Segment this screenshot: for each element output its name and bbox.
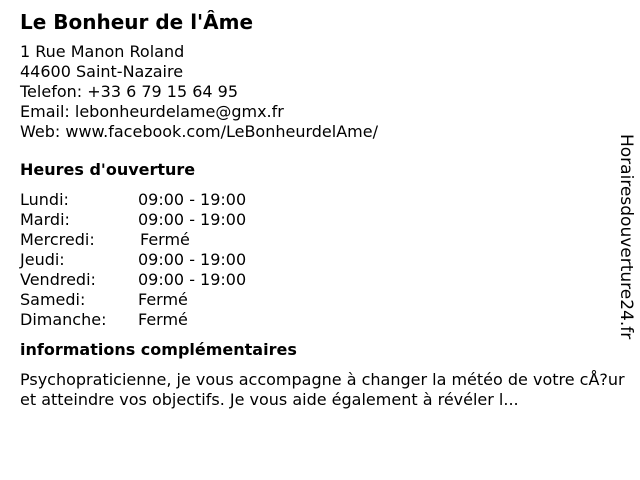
day-hours: 09:00 - 19:00 (138, 250, 247, 269)
hours-row-mardi (20, 210, 620, 230)
day-hours: Fermé (140, 230, 190, 249)
hours-row-lundi (20, 190, 620, 210)
opening-hours-list (20, 190, 620, 330)
address-street: 1 Rue Manon Roland (20, 42, 185, 61)
additional-info-heading: informations complémentaires (20, 340, 297, 359)
day-label: Jeudi: (20, 250, 65, 269)
hours-row-mercredi (20, 230, 620, 250)
hours-row-vendredi (20, 270, 620, 290)
day-hours: Fermé (138, 290, 188, 309)
day-label: Mercredi: (20, 230, 95, 249)
hours-row-jeudi (20, 250, 620, 270)
day-hours: 09:00 - 19:00 (138, 210, 247, 229)
day-label: Dimanche: (20, 310, 107, 329)
email-address[interactable]: Email: lebonheurdelame@gmx.fr (20, 102, 284, 121)
day-hours: 09:00 - 19:00 (138, 190, 247, 209)
site-watermark (608, 134, 640, 344)
hours-row-samedi (20, 290, 620, 310)
day-label: Samedi: (20, 290, 86, 309)
opening-hours-heading: Heures d'ouverture (20, 160, 196, 179)
day-label: Mardi: (20, 210, 70, 229)
watermark-text: Horairesdouverture24.fr (616, 134, 636, 340)
business-card (20, 10, 625, 410)
day-label: Lundi: (20, 190, 69, 209)
website-link[interactable]: Web: www.facebook.com/LeBonheurdelAme/ (20, 122, 378, 141)
phone-number[interactable]: Telefon: +33 6 79 15 64 95 (20, 82, 239, 101)
hours-row-dimanche (20, 310, 620, 330)
address-city: 44600 Saint-Nazaire (20, 62, 184, 81)
business-name: Le Bonheur de l'Âme (20, 10, 254, 34)
business-description: Psychopraticienne, je vous accompagne à changer la météo de votre cÅ?ur et atteindre vos objectifs. Je vous aide également à révéler l... (20, 370, 625, 409)
day-hours: 09:00 - 19:00 (138, 270, 247, 289)
day-hours: Fermé (138, 310, 188, 329)
day-label: Vendredi: (20, 270, 96, 289)
